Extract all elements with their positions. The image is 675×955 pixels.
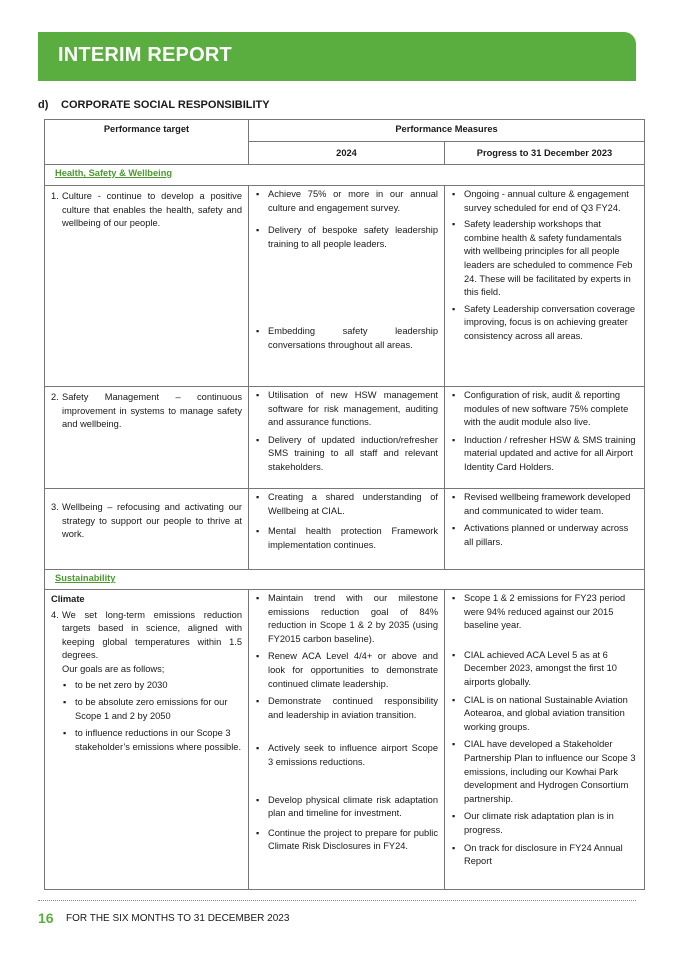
list-item: ▪ Delivery of bespoke safety leadership training to all people leaders. bbox=[255, 224, 438, 251]
target-text: Wellbeing – refocusing and activating our strategy to support our people to thrive at work. bbox=[62, 502, 242, 540]
list-item: ▪ Actively seek to influence airport Scope 3 emissions reductions. bbox=[255, 742, 438, 769]
progress-cell bbox=[445, 489, 645, 570]
section-title: CORPORATE SOCIAL RESPONSIBILITY bbox=[61, 99, 270, 111]
list-item: ▪ to influence reductions in our Scope 3 stakeholder’s emissions where possible. bbox=[62, 727, 242, 754]
list-item: ▪ Induction / refresher HSW & SMS training material updated and active for all Airport Identity Card Holders. bbox=[451, 434, 638, 475]
target-text: Safety Management – continuous improvement in systems to manage safety and wellbeing. bbox=[62, 392, 242, 430]
target-number: 4. bbox=[51, 609, 59, 620]
progress-cell bbox=[445, 186, 645, 387]
table-row bbox=[45, 387, 645, 489]
progress-cell bbox=[445, 387, 645, 489]
list-item: ▪ Delivery of updated induction/refresher SMS training to all staff and relevant stakeholders. bbox=[255, 434, 438, 475]
target-cell bbox=[45, 186, 249, 387]
table-row bbox=[45, 590, 645, 890]
target-cell bbox=[45, 387, 249, 489]
category-sustainability: Sustainability bbox=[45, 570, 645, 590]
list-item: ▪ Safety Leadership conversation coverage improving, focus is on achieving greater consistency across all areas. bbox=[451, 303, 638, 344]
list-item: ▪ Develop physical climate risk adaptation plan and timeline for investment. bbox=[255, 794, 438, 821]
target-number: 3. bbox=[51, 502, 59, 512]
section-heading bbox=[38, 99, 270, 111]
goals-intro: Our goals are as follows; bbox=[62, 663, 165, 674]
header-banner bbox=[38, 32, 636, 81]
category-hsw: Health, Safety & Wellbeing bbox=[45, 165, 645, 186]
progress-cell bbox=[445, 590, 645, 890]
list-item: ▪ Embedding safety leadership conversations throughout all areas. bbox=[255, 325, 438, 352]
target-cell bbox=[45, 489, 249, 570]
target-text: We set long-term emissions reduction targets based in science, aligned with keeping global temperatures within 1.5 degrees. bbox=[62, 609, 242, 661]
climate-label: Climate bbox=[51, 594, 85, 604]
list-item: ▪ Ongoing - annual culture & engagement survey scheduled for end of Q3 FY24. bbox=[451, 188, 638, 215]
report-title: INTERIM REPORT bbox=[58, 44, 232, 66]
list-item: ▪ CIAL is on national Sustainable Aviation Aotearoa, and global aviation transition working groups. bbox=[451, 694, 638, 735]
list-item: ▪ Renew ACA Level 4/4+ or above and look for opportunities to demonstrate continued climate leadership. bbox=[255, 650, 438, 691]
target-text: Culture - continue to develop a positive culture that enables the health, safety and wellbeing of our people. bbox=[62, 191, 242, 229]
list-item: ▪ Mental health protection Framework implementation continues. bbox=[255, 525, 438, 552]
table-row bbox=[45, 489, 645, 570]
header-year: 2024 bbox=[249, 142, 445, 165]
list-item: ▪ On track for disclosure in FY24 Annual Report bbox=[451, 842, 638, 869]
list-item: ▪ Scope 1 & 2 emissions for FY23 period were 94% reduced against our 2015 baseline year. bbox=[451, 592, 638, 633]
page-number: 16 bbox=[38, 910, 54, 926]
measures-cell bbox=[249, 489, 445, 570]
header-performance-target: Performance target bbox=[45, 120, 249, 165]
list-item: ▪ CIAL have developed a Stakeholder Partnership Plan to influence our Scope 3 emissions, including our Kowhai Park development and Hydrogen Consortium partnership. bbox=[451, 738, 638, 806]
footer-divider bbox=[38, 900, 636, 901]
list-item: ▪ CIAL achieved ACA Level 5 as at 6 December 2023, amongst the first 10 airports globally. bbox=[451, 649, 638, 690]
list-item: ▪ to be absolute zero emissions for our Scope 1 and 2 by 2050 bbox=[62, 696, 242, 723]
csr-table bbox=[44, 119, 645, 890]
footer-text: FOR THE SIX MONTHS TO 31 DECEMBER 2023 bbox=[66, 913, 290, 924]
table-row bbox=[45, 186, 645, 387]
list-item: ▪ Continue the project to prepare for public Climate Risk Disclosures in FY24. bbox=[255, 827, 438, 854]
list-item: ▪ Safety leadership workshops that combine health & safety fundamentals with wellbeing principles for all people leaders are scheduled to commence Feb 24. These will be facilitated by experts in this field. bbox=[451, 218, 638, 300]
target-number: 2. bbox=[51, 392, 59, 402]
list-item: ▪ Configuration of risk, audit & reporting modules of new software 75% complete with the audit module also live. bbox=[451, 389, 638, 430]
target-cell bbox=[45, 590, 249, 890]
list-item: ▪ Activations planned or underway across all pillars. bbox=[451, 522, 638, 549]
list-item: ▪ Utilisation of new HSW management software for risk management, auditing and assurance functions. bbox=[255, 389, 438, 430]
header-performance-measures: Performance Measures bbox=[249, 120, 645, 142]
measures-cell bbox=[249, 387, 445, 489]
measures-cell bbox=[249, 590, 445, 890]
measures-cell bbox=[249, 186, 445, 387]
target-number: 1. bbox=[51, 191, 59, 201]
list-item: ▪ Creating a shared understanding of Wellbeing at CIAL. bbox=[255, 491, 438, 518]
list-item: ▪ to be net zero by 2030 bbox=[62, 679, 242, 693]
list-item: ▪ Demonstrate continued responsibility and leadership in aviation transition. bbox=[255, 695, 438, 722]
header-progress: Progress to 31 December 2023 bbox=[445, 142, 645, 165]
list-item: ▪ Our climate risk adaptation plan is in progress. bbox=[451, 810, 638, 837]
list-item: ▪ Achieve 75% or more in our annual culture and engagement survey. bbox=[255, 188, 438, 215]
list-item: ▪ Revised wellbeing framework developed and communicated to wider team. bbox=[451, 491, 638, 518]
section-letter: d) bbox=[38, 99, 49, 111]
list-item: ▪ Maintain trend with our milestone emissions reduction goal of 84% reduction in Scope 1 & 2 by 2035 (using FY2015 carbon baseline). bbox=[255, 592, 438, 646]
